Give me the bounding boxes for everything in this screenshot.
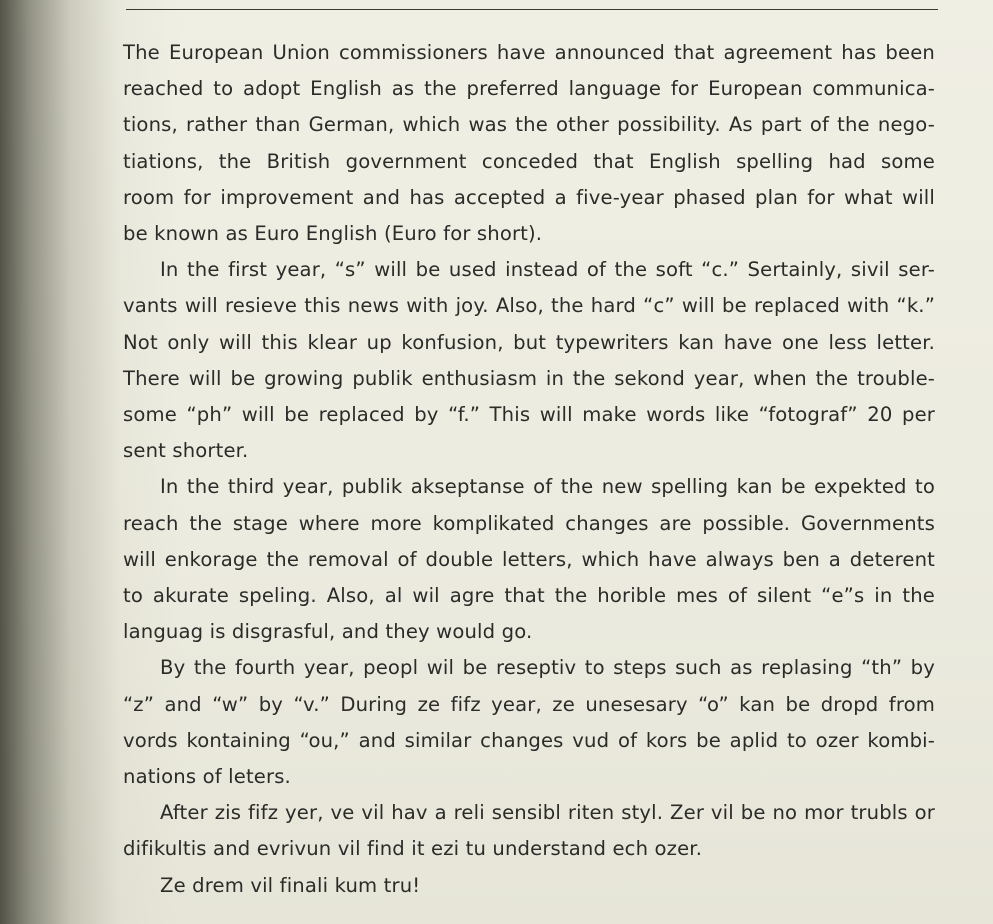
text-line: difikultis and evrivun vil find it ezi tu understand ech ozer.: [123, 837, 703, 861]
text-line: will enkorage the removal of double letters, which have always ben a deterent: [123, 547, 935, 571]
body-text: [123, 35, 935, 904]
text-line: reached to adopt English as the preferred language for European communica-: [123, 77, 935, 101]
text-line: By the fourth year, peopl wil be reseptiv to steps such as replasing “th” by: [160, 656, 935, 680]
text-line: to akurate speling. Also, al wil agre that the horible mes of silent “e”s in the: [123, 584, 935, 608]
text-line: Ze drem vil finali kum tru!: [160, 873, 421, 897]
text-line: some “ph” will be replaced by “f.” This will make words like “fotograf” 20 per: [123, 403, 935, 427]
text-line: vords kontaining “ou,” and similar changes vud of kors be aplid to ozer kombi-: [123, 728, 935, 752]
text-line: nations of leters.: [123, 765, 291, 789]
text-line: After zis fifz yer, ve vil hav a reli sensibl riten styl. Zer vil be no mor trubls or: [160, 801, 935, 825]
text-line: tions, rather than German, which was the other possibility. As part of the nego-: [123, 113, 935, 137]
text-line: sent shorter.: [123, 439, 249, 463]
text-line: The European Union commissioners have announced that agreement has been: [123, 41, 935, 64]
text-line: Not only will this klear up konfusion, but typewriters kan have one less letter.: [123, 330, 935, 354]
text-line: There will be growing publik enthusiasm in the sekond year, when the trouble-: [123, 366, 935, 390]
text-line: tiations, the British government conceded that English spelling had some: [123, 149, 935, 173]
text-line: be known as Euro English (Euro for short).: [123, 222, 543, 246]
text-line: room for improvement and has accepted a five-year phased plan for what will: [123, 185, 935, 209]
text-line: reach the stage where more komplikated changes are possible. Governments: [123, 511, 935, 535]
paragraph-5: [123, 795, 935, 867]
paragraph-2: [123, 252, 935, 469]
paragraph-4: [123, 650, 935, 795]
text-line: In the third year, publik akseptanse of the new spelling kan be expekted to: [160, 475, 935, 499]
top-rule: [126, 9, 938, 10]
text-line: “z” and “w” by “v.” During ze fifz year, ze unesesary “o” kan be dropd from: [123, 692, 935, 716]
paragraph-3: [123, 469, 935, 650]
paragraph-1: [123, 35, 935, 252]
text-line: In the first year, “s” will be used instead of the soft “c.” Sertainly, sivil ser-: [160, 258, 935, 282]
text-line: languag is disgrasful, and they would go.: [123, 620, 533, 644]
paragraph-6: [123, 868, 935, 904]
text-line: vants will resieve this news with joy. Also, the hard “c” will be replaced with “k.”: [123, 294, 935, 318]
